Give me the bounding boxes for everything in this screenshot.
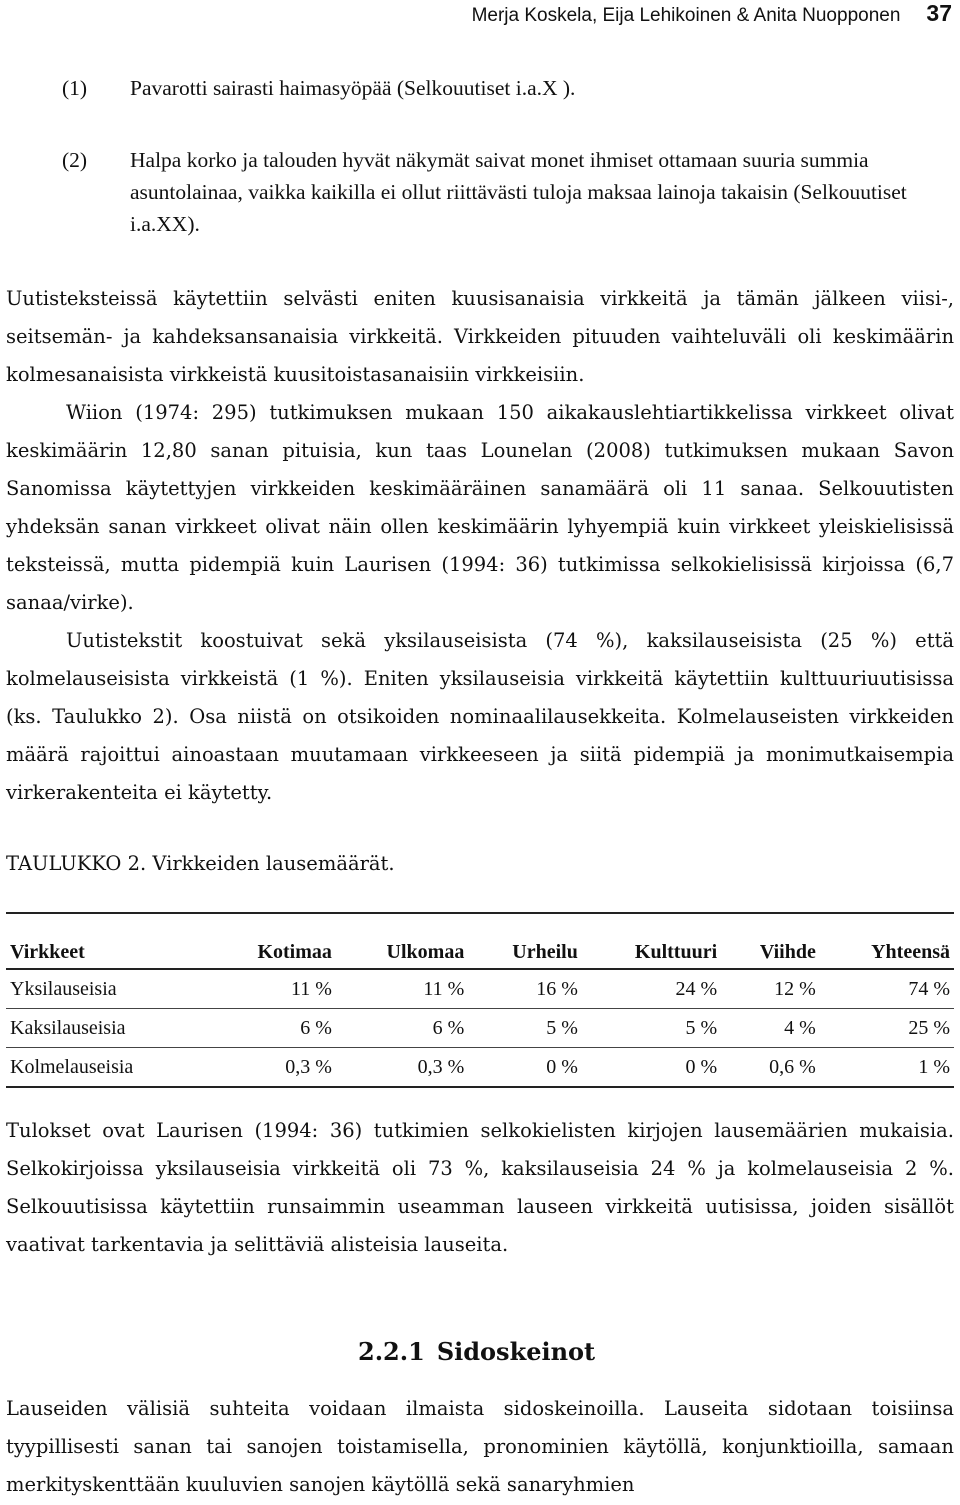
table-cell: 0 % xyxy=(468,1048,582,1088)
table-cell: 0 % xyxy=(582,1048,721,1088)
table-row xyxy=(6,1009,954,1048)
example-text: Pavarotti sairasti haimasyöpää (Selkouutiset i.a.X ). xyxy=(130,76,576,100)
table-row xyxy=(6,1048,954,1088)
table-caption: TAULUKKO 2. Virkkeiden lausemäärät. xyxy=(6,852,395,875)
column-header: Ulkomaa xyxy=(336,913,468,969)
table-cell: 11 % xyxy=(209,969,336,1009)
section-number: 2.2.1 xyxy=(358,1337,425,1366)
header-authors: Merja Koskela, Eija Lehikoinen & Anita Nuopponen xyxy=(471,5,901,26)
paragraph: Uutisteksteissä käytettiin selvästi eniten kuusisanaisia virkkeitä ja tämän jälkeen viisi-, seitsemän- ja kahdeksansanaisia virkkeitä. Virkkeiden pituuden vaihteluväli oli keskimäärin kolmesanaisista virkkeistä kuusitoistasanaisiin virkkeisiin. xyxy=(6,287,954,386)
table-cell: 11 % xyxy=(336,969,468,1009)
example-text: Halpa korko ja talouden hyvät näkymät saivat monet ihmiset ottamaan suuria summia asuntolainaa, vaikka kaikilla ei ollut riittävästi tuloja maksaa lainoja takaisin (Selkouutiset i.a.XX). xyxy=(130,148,907,236)
paragraph: Wiion (1974: 295) tutkimuksen mukaan 150 aikakauslehtiartikkelissa virkkeet olivat keskimäärin 12,80 sanan pituisia, kun taas Lounelan (2008) tutkimuksen mukaan Savon Sanomissa käytettyjen virkkeiden keskimääräinen sanamäärä oli 11 sanaa. Selkouutisten yhdeksän sanan virkkeet olivat näin ollen keskimäärin lyhyempiä kuin virkkeet yleiskielisissä teksteissä, mutta pidempiä kuin Laurisen (1994: 36) tutkimissa selkokielisissä kirjoissa (6,7 sanaa/virke). xyxy=(6,401,954,614)
page-number: 37 xyxy=(926,0,952,26)
body-text-after-table xyxy=(6,1112,954,1264)
example-number: (2) xyxy=(62,148,88,172)
column-header: Urheilu xyxy=(468,913,582,969)
table-cell: Kaksilauseisia xyxy=(6,1009,209,1048)
table-row xyxy=(6,969,954,1009)
paragraph: Tulokset ovat Laurisen (1994: 36) tutkimien selkokielisten kirjojen lausemäärien mukaisia. Selkokirjoissa yksilauseisia virkkeitä oli 73 %, kaksilauseisia 24 % ja kolmelauseisia 2 %. Selkouutisissa käytettiin runsaimmin useamman lauseen virkkeitä uutisissa, joiden sisällöt vaativat tarkentavia ja selittäviä alisteisia lauseita. xyxy=(6,1119,954,1256)
table-cell: 12 % xyxy=(721,969,820,1009)
table-cell: 24 % xyxy=(582,969,721,1009)
example-2 xyxy=(62,144,952,244)
section-heading xyxy=(358,1332,595,1372)
column-header: Yhteensä xyxy=(820,913,954,969)
body-text-top xyxy=(6,280,954,812)
table-cell: 4 % xyxy=(721,1009,820,1048)
table-header-row xyxy=(6,913,954,969)
paragraph: Uutistekstit koostuivat sekä yksilauseisista (74 %), kaksilauseisista (25 %) että kolmelauseisista virkkeistä (1 %). Eniten yksilauseisia virkkeitä käytettiin kulttuuriuutisissa (ks. Taulukko 2). Osa niistä on otsikoiden nominaalilausekkeita. Kolmelauseisten virkkeiden määrä rajoittui ainoastaan muutamaan virkkeeseen ja siitä pidempiä ja monimutkaisempia virkerakenteita ei käytetty. xyxy=(6,629,954,804)
table-cell: 5 % xyxy=(582,1009,721,1048)
column-header: Kotimaa xyxy=(209,913,336,969)
body-text-last xyxy=(6,1390,954,1504)
table-cell: 6 % xyxy=(336,1009,468,1048)
column-header: Virkkeet xyxy=(6,913,209,969)
column-header: Viihde xyxy=(721,913,820,969)
paragraph: Lauseiden välisiä suhteita voidaan ilmaista sidoskeinoilla. Lauseita sidotaan toisiinsa tyypillisesti sanan tai sanojen toistamisella, pronominien käytöllä, konjunktioilla, samaan merkityskenttään kuuluvien sanojen käytöllä sekä sanaryhmien xyxy=(6,1397,954,1496)
table-cell: Yksilauseisia xyxy=(6,969,209,1009)
table-cell: 25 % xyxy=(820,1009,954,1048)
table-2 xyxy=(6,912,954,1088)
table-cell: 0,3 % xyxy=(336,1048,468,1088)
table-cell: 74 % xyxy=(820,969,954,1009)
table-cell: 0,3 % xyxy=(209,1048,336,1088)
example-1 xyxy=(62,72,952,112)
table-cell: 16 % xyxy=(468,969,582,1009)
table-cell: 6 % xyxy=(209,1009,336,1048)
table-cell: 0,6 % xyxy=(721,1048,820,1088)
table-cell: 1 % xyxy=(820,1048,954,1088)
running-header xyxy=(0,0,952,28)
example-number: (1) xyxy=(62,76,88,100)
table-cell: Kolmelauseisia xyxy=(6,1048,209,1088)
section-title: Sidoskeinot xyxy=(436,1337,596,1366)
column-header: Kulttuuri xyxy=(582,913,721,969)
table-cell: 5 % xyxy=(468,1009,582,1048)
